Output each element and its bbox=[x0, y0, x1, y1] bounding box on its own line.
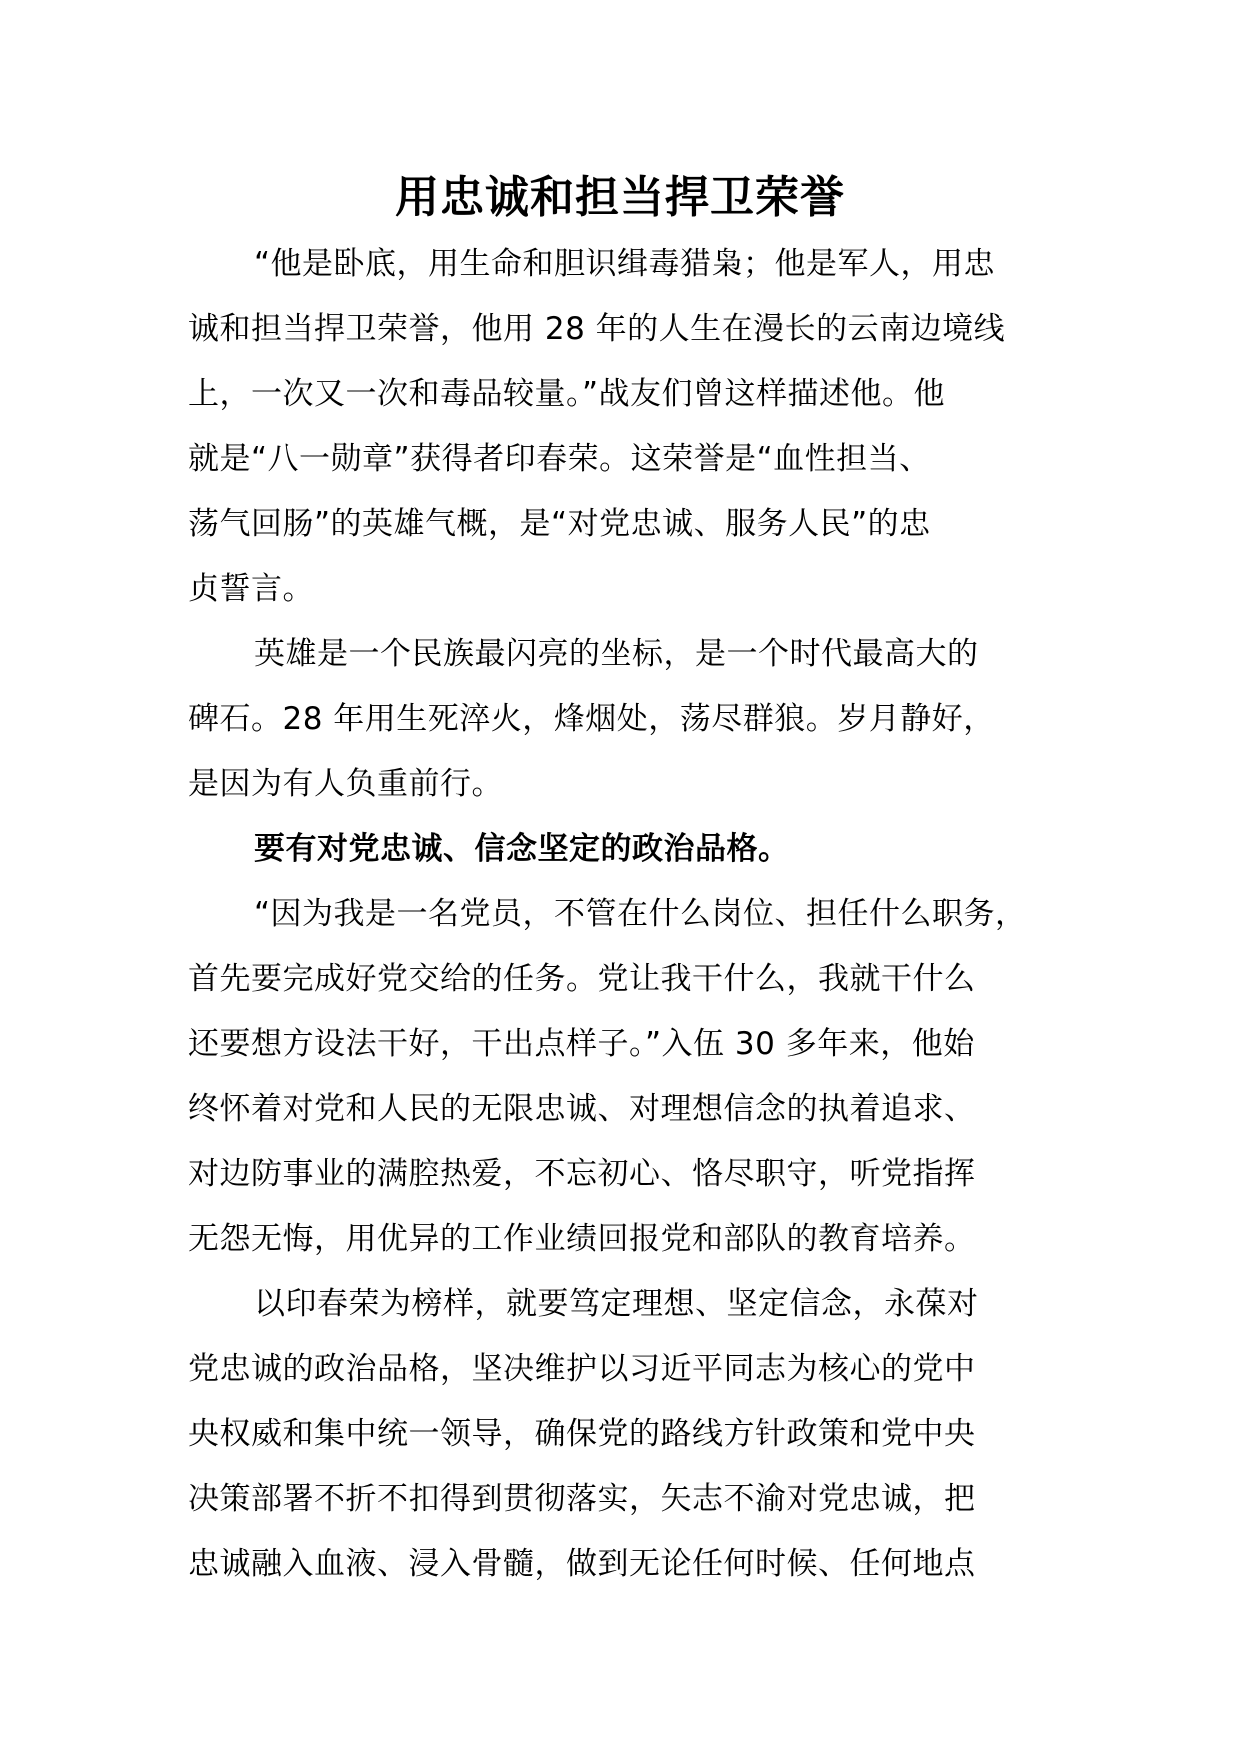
paragraph-line: 党忠诚的政治品格，坚决维护以习近平同志为核心的党中 bbox=[188, 1351, 976, 1387]
paragraph-line: 对边防事业的满腔热爱，不忘初心、恪尽职守，听党指挥 bbox=[188, 1156, 976, 1192]
paragraph-line: 终怀着对党和人民的无限忠诚、对理想信念的执着追求、 bbox=[188, 1091, 976, 1127]
paragraph-line: 还要想方设法干好，干出点样子。”入伍 30 多年来，他始 bbox=[188, 1026, 975, 1062]
paragraph-line: 首先要完成好党交给的任务。党让我干什么，我就干什么 bbox=[188, 961, 976, 997]
paragraph-line: 上，一次又一次和毒品较量。”战友们曾这样描述他。他 bbox=[188, 376, 946, 412]
paragraph-line: “他是卧底，用生命和胆识缉毒猎枭；他是军人，用忠 bbox=[254, 246, 996, 282]
paragraph-line: 碑石。28 年用生死淬火，烽烟处，荡尽群狼。岁月静好， bbox=[188, 701, 995, 737]
document-body bbox=[188, 232, 1058, 1597]
paragraph-line: 决策部署不折不扣得到贯彻落实，矢志不渝对党忠诚，把 bbox=[188, 1481, 976, 1517]
paragraph-line: 贞誓言。 bbox=[188, 571, 314, 607]
paragraph-line: 英雄是一个民族最闪亮的坐标，是一个时代最高大的 bbox=[254, 636, 979, 672]
paragraph-line: 以印春荣为榜样，就要笃定理想、坚定信念，永葆对 bbox=[254, 1286, 979, 1322]
paragraph-line: “因为我是一名党员，不管在什么岗位、担任什么职务， bbox=[254, 896, 1027, 932]
paragraph-line: 荡气回肠”的英雄气概，是“对党忠诚、服务人民”的忠 bbox=[188, 506, 931, 542]
paragraph-line: 忠诚融入血液、浸入骨髓，做到无论任何时候、任何地点 bbox=[188, 1546, 976, 1582]
paragraph-line: 就是“八一勋章”获得者印春荣。这荣誉是“血性担当、 bbox=[188, 441, 931, 477]
paragraph-line: 无怨无悔，用优异的工作业绩回报党和部队的教育培养。 bbox=[188, 1221, 976, 1257]
document-title: 用忠诚和担当捍卫荣誉 bbox=[395, 172, 845, 223]
section-heading-line: 要有对党忠诚、信念坚定的政治品格。 bbox=[254, 831, 790, 867]
paragraph-line: 是因为有人负重前行。 bbox=[188, 766, 503, 802]
paragraph-line: 央权威和集中统一领导，确保党的路线方针政策和党中央 bbox=[188, 1416, 976, 1452]
paragraph-line: 诚和担当捍卫荣誉，他用 28 年的人生在漫长的云南边境线 bbox=[188, 311, 1006, 347]
